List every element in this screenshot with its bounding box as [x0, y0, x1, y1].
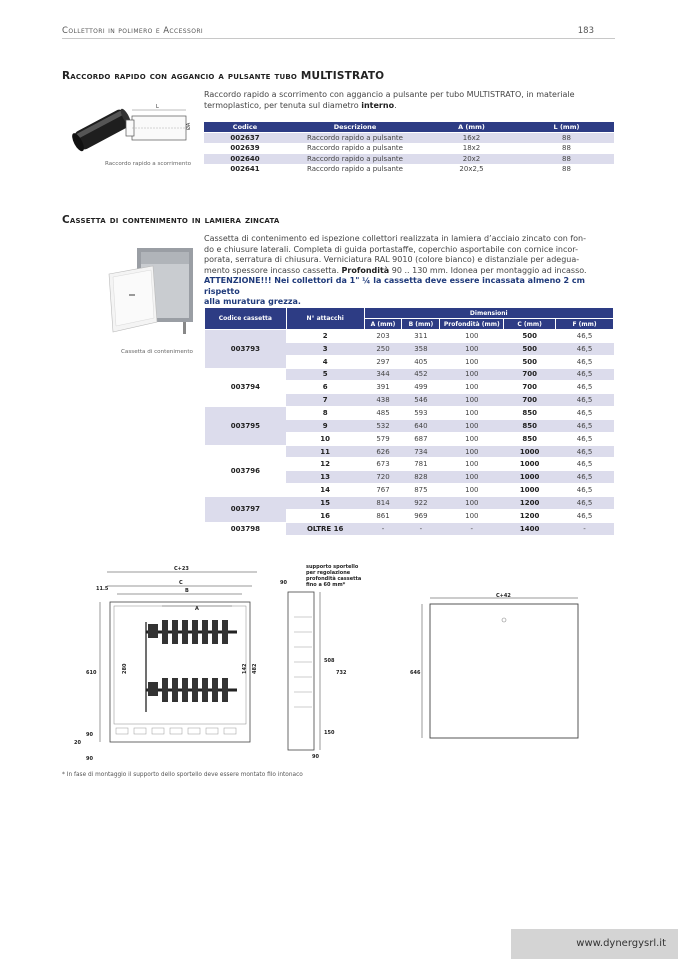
- cell: 16x2: [424, 133, 519, 144]
- page-number: 183: [577, 26, 594, 36]
- dim-c: C: [179, 580, 183, 586]
- cell: 720: [364, 471, 402, 484]
- cell: 311: [402, 330, 440, 343]
- cell: 16: [286, 509, 364, 522]
- note-line: fino a 60 mm*: [306, 582, 346, 588]
- cell: 20x2,5: [424, 164, 519, 174]
- col-f: F (mm): [556, 319, 614, 330]
- cell: OLTRE 16: [286, 522, 364, 535]
- col-b: B (mm): [402, 319, 440, 330]
- cell: 438: [364, 394, 402, 407]
- cabinet-caption: Cassetta di contenimento: [121, 349, 193, 355]
- table-row: [205, 407, 614, 420]
- cell: 100: [440, 484, 504, 497]
- cell: 18x2: [424, 143, 519, 154]
- dim-508: 508: [324, 658, 335, 664]
- warning-line: alla muratura grezza.: [204, 297, 301, 306]
- section1-desc-bold: interno: [361, 100, 395, 110]
- dim-646: 646: [410, 670, 421, 676]
- cell: 593: [402, 407, 440, 420]
- dim-280: 280: [122, 663, 128, 674]
- table-row: [204, 164, 614, 174]
- cell: 673: [364, 458, 402, 471]
- cabinet-image: [107, 244, 197, 344]
- cell: 100: [440, 509, 504, 522]
- cell: Raccordo rapido a pulsante: [286, 133, 424, 144]
- cell: 922: [402, 496, 440, 509]
- cell: 46,5: [556, 407, 614, 420]
- cell: 875: [402, 484, 440, 497]
- col-a: A (mm): [424, 122, 519, 133]
- cell: 687: [402, 432, 440, 445]
- dim-side-90-bottom: 90: [312, 754, 319, 760]
- footer-bar: [511, 929, 678, 959]
- cell: 452: [402, 368, 440, 381]
- note-line: supporto sportello: [306, 564, 359, 570]
- section1-desc-end: .: [394, 100, 397, 110]
- cell: 700: [504, 381, 556, 394]
- cell: 46,5: [556, 484, 614, 497]
- cell: 5: [286, 368, 364, 381]
- cell: 626: [364, 445, 402, 458]
- col-group-dimensioni: Dimensioni: [364, 308, 613, 319]
- cell: 814: [364, 496, 402, 509]
- front-view-drawing: [74, 566, 258, 762]
- cell: 46,5: [556, 509, 614, 522]
- cabinet-code: 003793: [205, 330, 287, 369]
- cell: 46,5: [556, 355, 614, 368]
- col-l: L (mm): [519, 122, 614, 133]
- cell: 861: [364, 509, 402, 522]
- cell: 002641: [204, 164, 286, 174]
- cell: 6: [286, 381, 364, 394]
- cell: 46,5: [556, 458, 614, 471]
- cell: 100: [440, 330, 504, 343]
- cell: 546: [402, 394, 440, 407]
- desc-line: porata, serratura di chiusura. Verniciatura RAL 9010 (colore bianco) e distanziale per adegua-: [204, 255, 580, 264]
- dim-90-bottom: 90: [86, 756, 93, 762]
- section1-desc-text: Raccordo rapido a scorrimento con aggancio a pulsante per tubo MULTISTRATO, in materiale termoplastico, per tenuta sul diametro: [204, 90, 575, 110]
- cell: 46,5: [556, 381, 614, 394]
- col-a: A (mm): [364, 319, 402, 330]
- table-row: [204, 154, 614, 165]
- section2-title: Cassetta di contenimento in lamiera zincata: [62, 214, 280, 226]
- cell: 405: [402, 355, 440, 368]
- cabinet-code: 003798: [205, 522, 287, 535]
- cell: 828: [402, 471, 440, 484]
- col-c: C (mm): [504, 319, 556, 330]
- cell: 1200: [504, 496, 556, 509]
- desc-line: [204, 266, 619, 277]
- cell: 640: [402, 419, 440, 432]
- cell: 850: [504, 419, 556, 432]
- cell: 13: [286, 471, 364, 484]
- fitting-table: [204, 122, 614, 174]
- technical-drawings: [62, 562, 362, 768]
- cell: 100: [440, 432, 504, 445]
- cell: 579: [364, 432, 402, 445]
- cell: 100: [440, 342, 504, 355]
- cell: 46,5: [556, 419, 614, 432]
- cell: 46,5: [556, 471, 614, 484]
- cell: 358: [402, 342, 440, 355]
- table-row: [204, 133, 614, 144]
- cell: 100: [440, 355, 504, 368]
- website-link[interactable]: www.dynergysrl.it: [576, 938, 666, 949]
- cell: -: [556, 522, 614, 535]
- side-view-drawing: [280, 564, 361, 760]
- cell: -: [440, 522, 504, 535]
- cell: 100: [440, 368, 504, 381]
- cell: 100: [440, 471, 504, 484]
- cover-drawing: [408, 592, 583, 740]
- section2-description: [204, 234, 619, 308]
- cell: 46,5: [556, 368, 614, 381]
- cell: 700: [504, 368, 556, 381]
- quick-fitting-image: [66, 100, 198, 158]
- footnote: * In fase di montaggio il supporto dello sportello deve essere montato filo intonaco: [62, 772, 303, 778]
- table-row: [205, 522, 614, 535]
- cell: 781: [402, 458, 440, 471]
- dim-a: A: [195, 606, 199, 612]
- cell: 250: [364, 342, 402, 355]
- cell: 1000: [504, 471, 556, 484]
- cell: 100: [440, 407, 504, 420]
- cell: 8: [286, 407, 364, 420]
- dim-610: 610: [86, 670, 97, 676]
- dim-side-90-top: 90: [280, 580, 287, 586]
- cell: 002640: [204, 154, 286, 165]
- cell: 10: [286, 432, 364, 445]
- cell: 100: [440, 394, 504, 407]
- cell: 499: [402, 381, 440, 394]
- cabinet-code: 003795: [205, 407, 287, 446]
- cell: 1000: [504, 445, 556, 458]
- cell: 700: [504, 394, 556, 407]
- cell: 88: [519, 164, 614, 174]
- cell: 1000: [504, 458, 556, 471]
- desc-line: Cassetta di contenimento ed ispezione collettori realizzata in lamiera d’acciaio zincato con fon-: [204, 234, 586, 243]
- col-attacchi: N° attacchi: [286, 308, 364, 330]
- cabinet-code: 003796: [205, 445, 287, 496]
- cell: 15: [286, 496, 364, 509]
- cell: Raccordo rapido a pulsante: [286, 143, 424, 154]
- cell: 46,5: [556, 496, 614, 509]
- cell: 850: [504, 407, 556, 420]
- drawing-label-a: ØA: [186, 122, 192, 130]
- cell: 100: [440, 496, 504, 509]
- dim-c23: C+23: [174, 566, 189, 572]
- note-line: per regolazione: [306, 570, 351, 576]
- drawing-label-l: L: [156, 104, 159, 110]
- cell: 100: [440, 381, 504, 394]
- cell: 46,5: [556, 432, 614, 445]
- col-codice-cassetta: Codice cassetta: [205, 308, 287, 330]
- cell: 12: [286, 458, 364, 471]
- header-divider: [62, 38, 615, 39]
- cell: -: [364, 522, 402, 535]
- cell: Raccordo rapido a pulsante: [286, 154, 424, 165]
- cell: 88: [519, 143, 614, 154]
- dim-c42: C+42: [496, 593, 511, 599]
- table-row: [205, 330, 614, 343]
- cell: 100: [440, 445, 504, 458]
- cabinet-table-body: [205, 330, 614, 536]
- cell: 1200: [504, 509, 556, 522]
- table-row: [205, 445, 614, 458]
- cell: 734: [402, 445, 440, 458]
- col-descrizione: Descrizione: [286, 122, 424, 133]
- desc-bold: Profondità: [341, 265, 390, 275]
- header-title: Collettori in polimero e Accessori: [62, 26, 204, 36]
- cell: 203: [364, 330, 402, 343]
- cell: 46,5: [556, 342, 614, 355]
- cell: 46,5: [556, 394, 614, 407]
- cell: 1400: [504, 522, 556, 535]
- cell: 20x2: [424, 154, 519, 165]
- cell: 297: [364, 355, 402, 368]
- table-row: [205, 496, 614, 509]
- cell: 100: [440, 419, 504, 432]
- cell: 767: [364, 484, 402, 497]
- dim-20: 20: [74, 740, 81, 746]
- dim-150: 150: [324, 730, 335, 736]
- section1-title: Raccordo rapido con aggancio a pulsante tubo MULTISTRATO: [62, 70, 385, 82]
- cabinet-code: 003797: [205, 496, 287, 522]
- cell: 500: [504, 355, 556, 368]
- cell: 532: [364, 419, 402, 432]
- quick-fitting-caption: Raccordo rapido a scorrimento: [104, 161, 192, 167]
- dim-732: 732: [336, 670, 347, 676]
- cell: 969: [402, 509, 440, 522]
- cell: 4: [286, 355, 364, 368]
- cell: 46,5: [556, 330, 614, 343]
- warning-line: ATTENZIONE!!! Nei collettori da 1" ¼ la cassetta deve essere incassata almeno 2 cm rispetto: [204, 276, 585, 296]
- cell: 002637: [204, 133, 286, 144]
- cell: 850: [504, 432, 556, 445]
- desc-text: mento spessore incasso cassetta.: [204, 265, 342, 275]
- cell: 9: [286, 419, 364, 432]
- dim-482: 482: [252, 663, 258, 674]
- cell: 11: [286, 445, 364, 458]
- desc-line: do e chiusure laterali. Completa di guida portastaffe, coperchio asportabile con cornice incor-: [204, 244, 578, 254]
- cell: 344: [364, 368, 402, 381]
- table-row: [205, 368, 614, 381]
- col-codice: Codice: [204, 122, 286, 133]
- dim-11-5: 11.5: [96, 586, 109, 592]
- cell: 88: [519, 154, 614, 165]
- dim-b: B: [185, 588, 189, 594]
- col-profondita: Profondità (mm): [440, 319, 504, 330]
- cell: 88: [519, 133, 614, 144]
- cell: 1000: [504, 484, 556, 497]
- note-line: profondità cassetta: [306, 576, 362, 582]
- cell: Raccordo rapido a pulsante: [286, 164, 424, 174]
- dim-142: 142: [242, 663, 248, 674]
- cell: 391: [364, 381, 402, 394]
- dim-90-left: 90: [86, 732, 93, 738]
- table-row: [204, 143, 614, 154]
- cell: 46,5: [556, 445, 614, 458]
- cell: 485: [364, 407, 402, 420]
- cell: 002639: [204, 143, 286, 154]
- cabinet-code: 003794: [205, 368, 287, 407]
- cell: 7: [286, 394, 364, 407]
- cell: 14: [286, 484, 364, 497]
- desc-text: 90 .. 130 mm. Idonea per montaggio ad incasso.: [389, 265, 587, 275]
- cell: 100: [440, 458, 504, 471]
- cabinet-table: [204, 307, 614, 536]
- cell: 500: [504, 342, 556, 355]
- section1-description: [204, 90, 616, 111]
- cell: 500: [504, 330, 556, 343]
- cell: 2: [286, 330, 364, 343]
- cell: 3: [286, 342, 364, 355]
- cell: -: [402, 522, 440, 535]
